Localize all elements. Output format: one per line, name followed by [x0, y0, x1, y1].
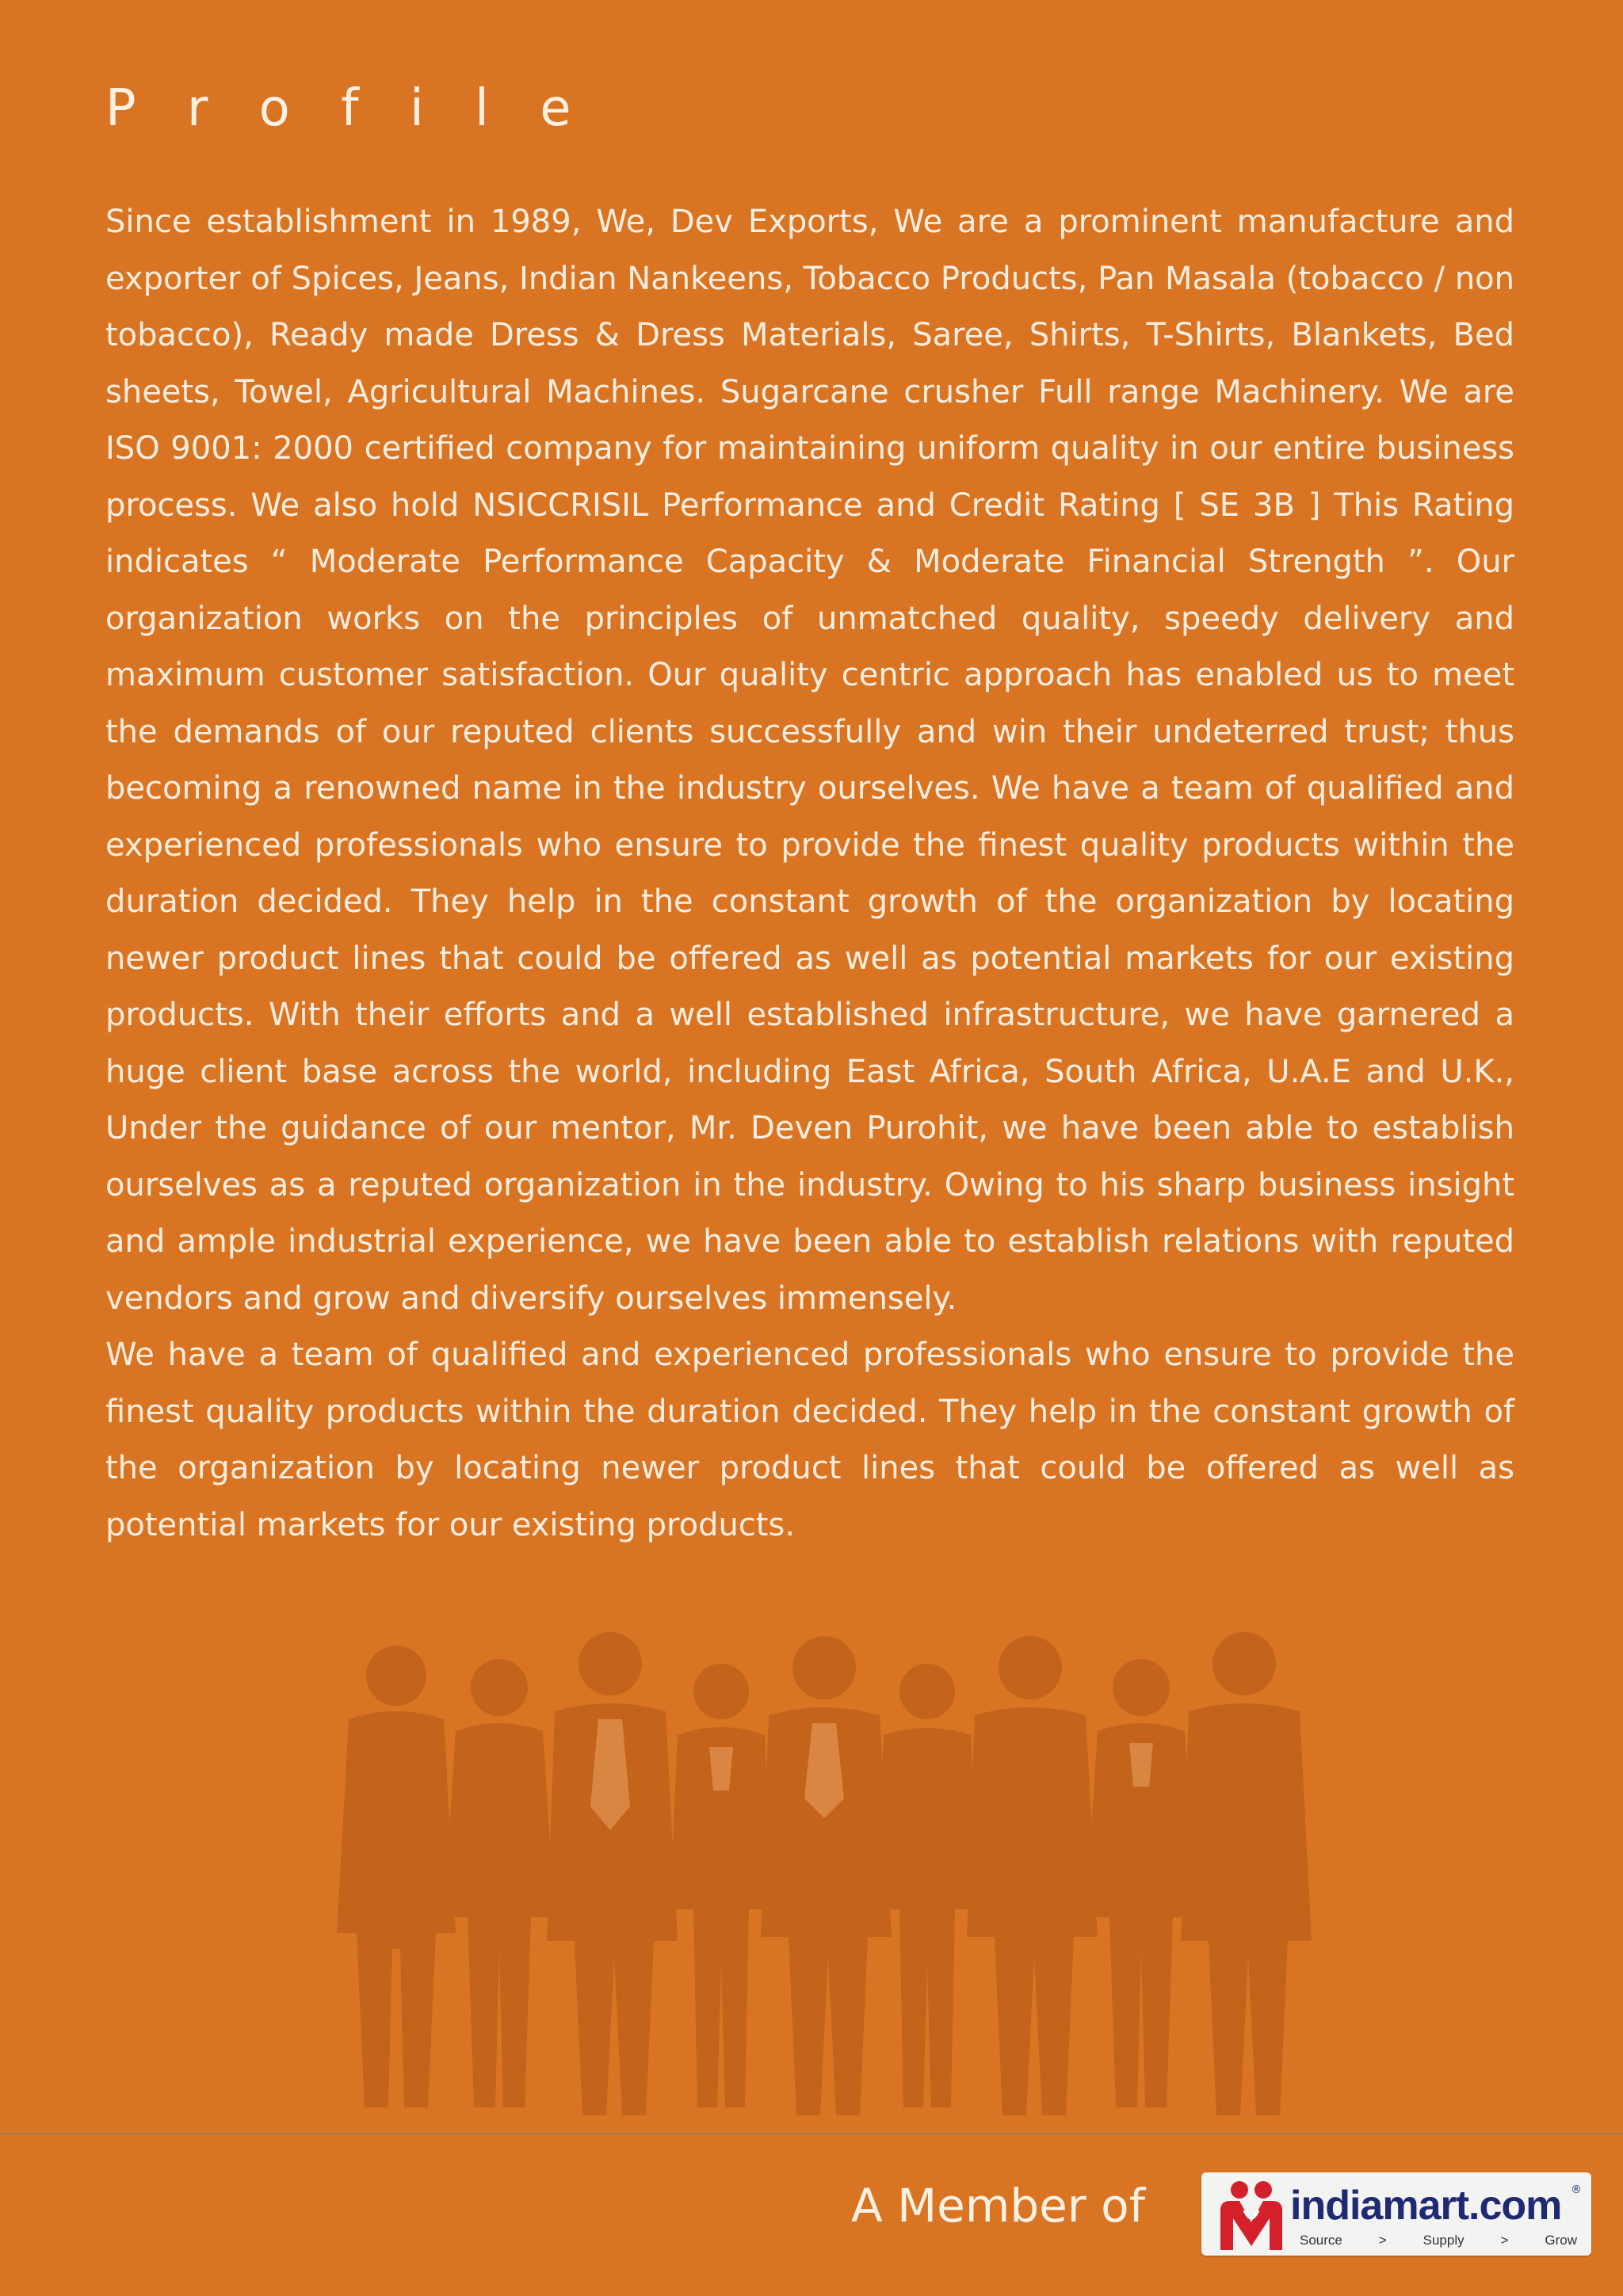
indiamart-logo[interactable]	[1201, 2172, 1591, 2256]
registered-mark: ®	[1571, 2183, 1582, 2196]
member-label: A Member of	[851, 2179, 1146, 2233]
logo-wordmark: indiamart.com	[1290, 2183, 1562, 2229]
tagline-word: Grow	[1545, 2233, 1577, 2248]
footer-divider	[0, 2133, 1623, 2134]
paragraph: We have a team of qualified and experienced professionals who ensure to provide the finest quality products within the duration decided. They help in the constant growth of the organization by locating newer product lines that could be offered as well as potential markets for our existing products.	[105, 1337, 1514, 1543]
tagline-word: Supply	[1423, 2233, 1465, 2248]
indiamart-m-icon	[1212, 2179, 1290, 2252]
team-silhouette-graphic	[317, 1632, 1331, 2123]
tagline-word: Source	[1300, 2233, 1342, 2248]
logo-tagline	[1300, 2233, 1577, 2248]
paragraph: Since establishment in 1989, We, Dev Exports, We are a prominent manufacture and exporter of Spices, Jeans, Indian Nankeens, Tobacco Products, Pan Masala (tobacco / non tobacco), Ready made Dress & Dress Materials, Saree, Shirts, T-Shirts, Blankets, Bed sheets, Towel, Agricultural Machines. Sugarcane crusher Full range Machinery. We are ISO 9001: 2000 certified company for maintaining uniform quality in our entire business process. We also hold NSICCRISIL Performance and Credit Rating [ SE 3B ] This Rating indicates “ Moderate Performance Capacity & Moderate Financial Strength ”. Our organization works on the principles of unmatched quality, speedy delivery and maximum customer satisfaction. Our quality centric approach has enabled us to meet the demands of our reputed clients successfully and win their undeterred trust; thus becoming a renowned name in the industry ourselves. We have a team of qualified and experienced professionals who ensure to provide the finest quality products within the duration decided. They help in the constant growth of the organization by locating newer product lines that could be offered as well as potential markets for our existing products. With their efforts and a well established infrastructure, we have garnered a huge client base across the world, including East Africa, South Africa, U.A.E and U.K., Under the guidance of our mentor, Mr. Deven Purohit, we have been able to establish ourselves as a reputed organization in the industry. Owing to his sharp business insight and ample industrial experience, we have been able to establish relations with reputed vendors and grow and diversify ourselves immensely.	[105, 204, 1514, 1317]
profile-description	[105, 194, 1514, 1554]
page-title: P r o f i l e	[105, 79, 589, 138]
tagline-separator: >	[1500, 2233, 1509, 2248]
tagline-separator: >	[1378, 2233, 1387, 2248]
